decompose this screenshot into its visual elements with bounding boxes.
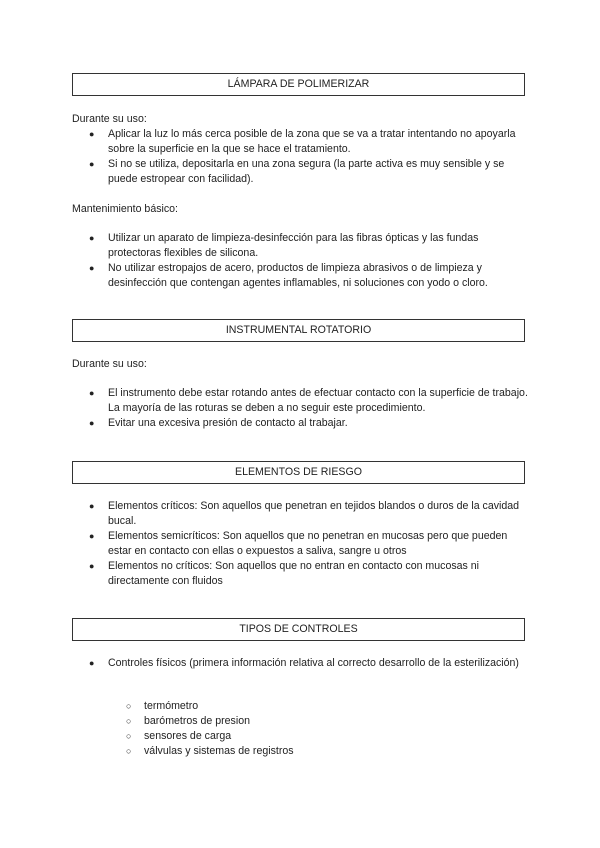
section-title-instrumental: INSTRUMENTAL ROTATORIO	[72, 319, 525, 342]
list-item: ● Aplicar la luz lo más cerca posible de la zona que se va a tratar intentando no apoyarla sobre la superficie en la que se hace el tratamiento.	[89, 128, 516, 155]
section4-sublist	[108, 699, 294, 759]
list-item: ● Evitar una excesiva presión de contacto al trabajar.	[89, 417, 348, 429]
bullet-icon: ●	[89, 501, 95, 511]
list-item: ● Elementos semicríticos: Son aquellos que no penetran en mucosas pero que pueden estar en contacto con ellas o expuestos a saliva, sangre u otros	[89, 530, 508, 557]
circle-bullet-icon: ○	[126, 731, 132, 741]
section1-maint-list	[72, 231, 532, 291]
section1-use-heading: Durante su uso:	[72, 113, 147, 125]
sub-list-item: ○ sensores de carga	[126, 730, 232, 742]
list-item: ● Utilizar un aparato de limpieza-desinfección para las fibras ópticas y las fundas protectoras flexibles de silicona.	[89, 232, 479, 259]
list-item: ● No utilizar estropajos de acero, productos de limpieza abrasivos o de limpieza y desinfección que contengan agentes inflamables, ni soluciones con yodo o cloro.	[89, 262, 488, 289]
bullet-icon: ●	[89, 531, 95, 541]
list-item: ● Elementos críticos: Son aquellos que penetran en tejidos blandos o duros de la cavidad bucal.	[89, 500, 520, 527]
list-item: ● Si no se utiliza, depositarla en una zona segura (la parte activa es muy sensible y se puede estropear con facilidad).	[89, 158, 505, 185]
bullet-icon: ●	[89, 388, 95, 398]
bullet-icon: ●	[89, 129, 95, 139]
bullet-icon: ●	[89, 561, 95, 571]
bullet-icon: ●	[89, 233, 95, 243]
list-item: ● Elementos no críticos: Son aquellos que no entran en contacto con mucosas ni directamente con fluidos	[89, 560, 480, 587]
sub-list-item: ○ barómetros de presion	[126, 715, 250, 727]
circle-bullet-icon: ○	[126, 701, 132, 711]
bullet-icon: ●	[89, 159, 95, 169]
sub-list-item: ○ termómetro	[126, 700, 199, 712]
section2-use-heading: Durante su uso:	[72, 358, 147, 370]
bullet-icon: ●	[89, 263, 95, 273]
circle-bullet-icon: ○	[126, 746, 132, 756]
circle-bullet-icon: ○	[126, 716, 132, 726]
list-item: ● El instrumento debe estar rotando antes de efectuar contacto con la superficie de trabajo. La mayoría de las roturas se deben a no seguir este procedimiento.	[89, 387, 528, 414]
section4-list	[72, 656, 532, 671]
section1-maint-heading: Mantenimiento básico:	[72, 203, 178, 215]
section3-list	[72, 499, 532, 589]
section-title-riesgo: ELEMENTOS DE RIESGO	[72, 461, 525, 484]
section-title-lampara: LÁMPARA DE POLIMERIZAR	[72, 73, 525, 96]
bullet-icon: ●	[89, 418, 95, 428]
section1-use-list	[72, 127, 532, 187]
sub-list-item: ○ válvulas y sistemas de registros	[126, 745, 294, 757]
list-item: ● Controles físicos (primera información relativa al correcto desarrollo de la esterilización)	[89, 657, 519, 669]
bullet-icon: ●	[89, 658, 95, 668]
section-title-controles: TIPOS DE CONTROLES	[72, 618, 525, 641]
section2-list	[72, 386, 532, 431]
